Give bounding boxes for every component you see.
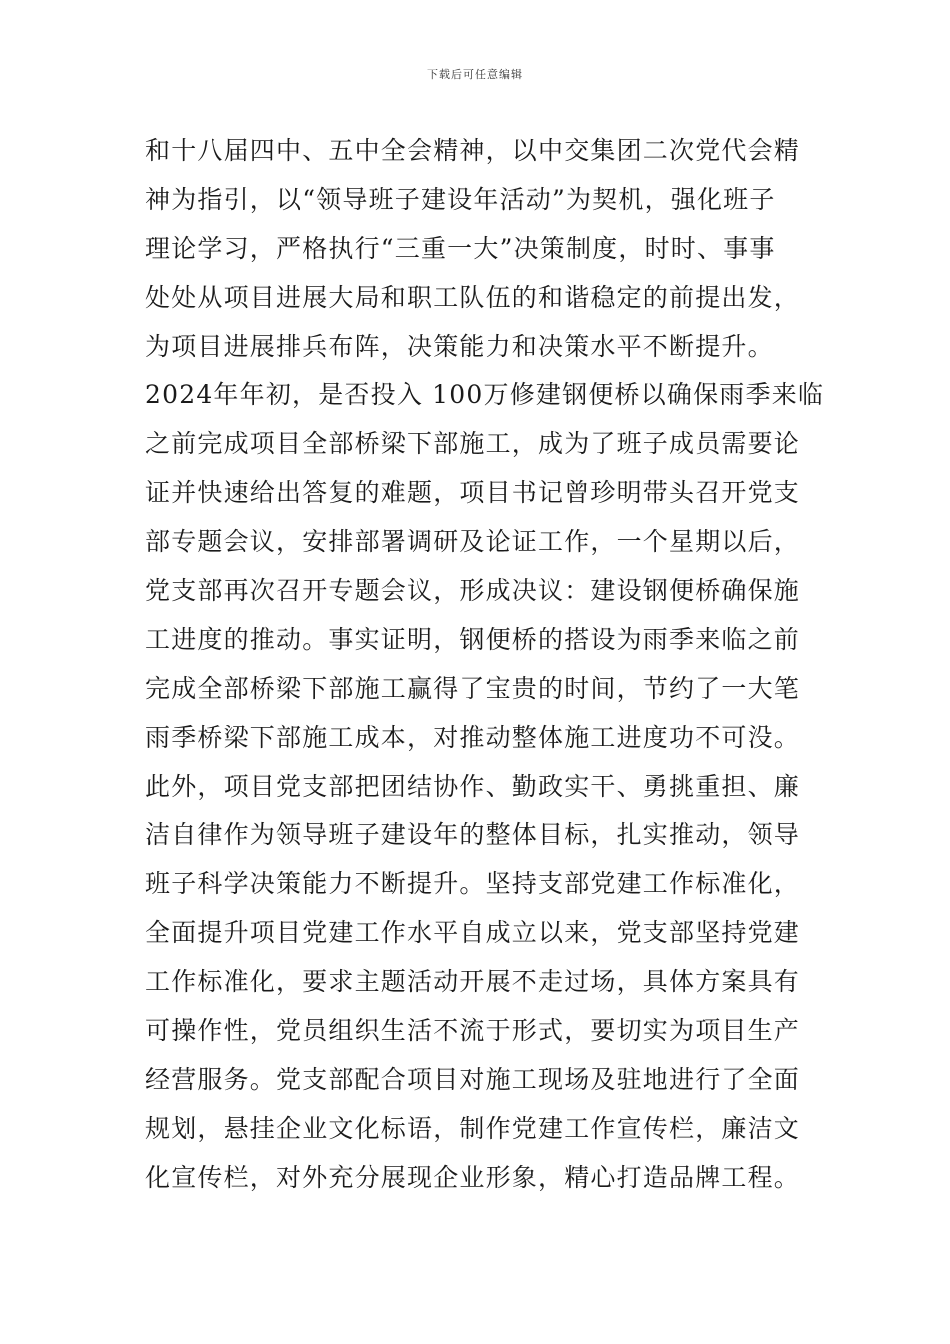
text-line: 为项目进展排兵布阵，决策能力和决策水平不断提升。: [145, 331, 774, 361]
text-line: 雨季桥梁下部施工成本，对推动整体施工进度功不可没。: [145, 722, 801, 752]
text-line: 证并快速给出答复的难题，项目书记曾珍明带头召开党支: [145, 478, 801, 508]
text-line: 规划，悬挂企业文化标语，制作党建工作宣传栏，廉洁文: [145, 1113, 801, 1143]
text-line: 全面提升项目党建工作水平自成立以来，党支部坚持党建: [145, 918, 801, 948]
text-line: 之前完成项目全部桥梁下部施工，成为了班子成员需要论: [145, 429, 801, 459]
text-line: 洁自律作为领导班子建设年的整体目标，扎实推动，领导: [145, 820, 801, 850]
text-line: 2024年年初，是否投入 100万修建钢便桥以确保雨季来临: [145, 380, 825, 410]
text-line: 理论学习，严格执行“三重一大”决策制度，时时、事事: [145, 233, 776, 263]
text-line: 班子科学决策能力不断提升。坚持支部党建工作标准化，: [145, 869, 801, 899]
text-line: 化宣传栏，对外充分展现企业形象，精心打造品牌工程。: [145, 1162, 801, 1192]
header-note: 下载后可任意编辑: [427, 68, 523, 81]
text-line: 党支部再次召开专题会议，形成决议：建设钢便桥确保施: [145, 576, 801, 606]
text-line: 此外，项目党支部把团结协作、勤政实干、勇挑重担、廉: [145, 771, 801, 801]
text-line: 完成全部桥梁下部施工赢得了宝贵的时间，节约了一大笔: [145, 673, 801, 703]
text-line: 神为指引，以“领导班子建设年活动”为契机，强化班子: [145, 184, 776, 214]
text-line: 和十八届四中、五中全会精神，以中交集团二次党代会精: [145, 136, 801, 165]
body-text: [145, 127, 825, 1203]
text-line: 处处从项目进展大局和职工队伍的和谐稳定的前提出发，: [145, 282, 801, 312]
text-line: 工作标准化，要求主题活动开展不走过场，具体方案具有: [145, 967, 801, 997]
text-line: 可操作性，党员组织生活不流于形式，要切实为项目生产: [145, 1016, 801, 1046]
text-line: 经营服务。党支部配合项目对施工现场及驻地进行了全面: [145, 1064, 801, 1094]
text-line: 部专题会议，安排部署调研及论证工作，一个星期以后，: [145, 527, 801, 557]
text-line: 工进度的推动。事实证明，钢便桥的搭设为雨季来临之前: [145, 624, 801, 654]
